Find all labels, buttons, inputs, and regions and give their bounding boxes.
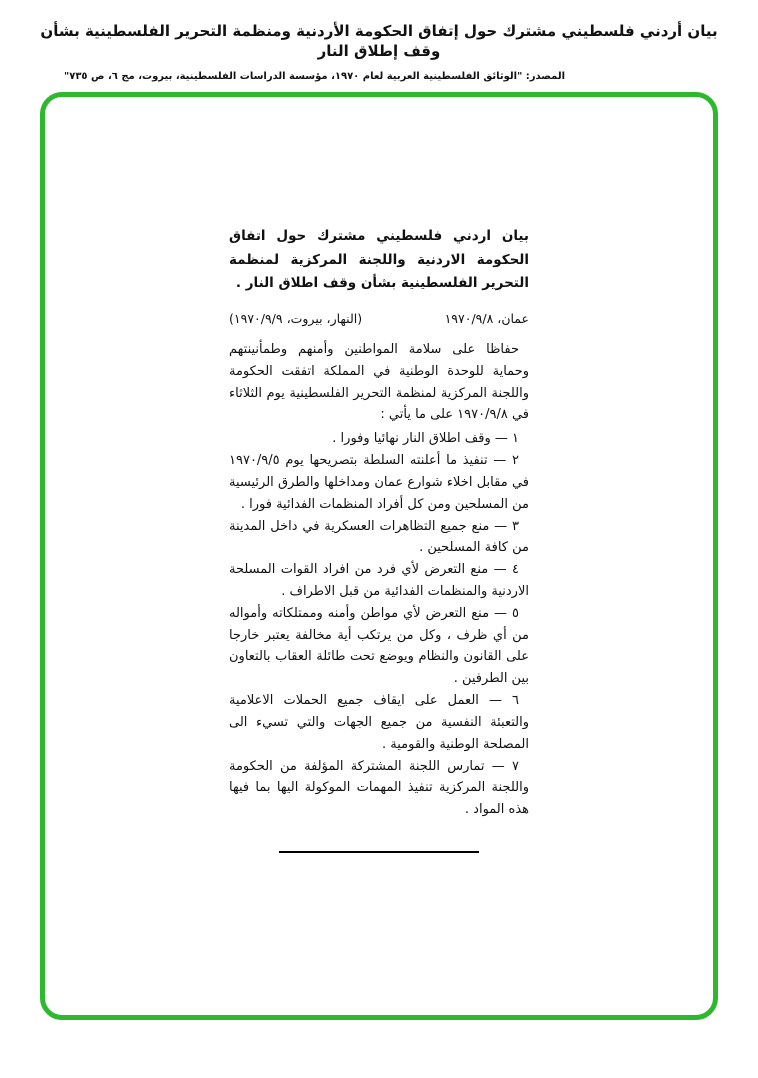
clause-4: ٤ — منع التعرض لأي فرد من افراد القوات المسلحة الاردنية والمنظمات الفدائية من قبل الاطراف . (229, 562, 529, 599)
end-divider (279, 851, 479, 853)
document-frame (40, 92, 718, 1020)
clause-1: ١ — وقف اطلاق النار نهائيا وفورا . (332, 431, 519, 447)
dateline (229, 308, 529, 329)
document-title: بيان اردني فلسطيني مشترك حول اتفاق الحكومة الاردنية واللجنة المركزية لمنظمة التحرير الفلسطينية بشأن وقف اطلاق النار . (229, 228, 529, 292)
clause-6: ٦ — العمل على ايقاف جميع الحملات الاعلامية والتعبئة النفسية من جميع الجهات والتي تسيء الى المصلحة الوطنية والقومية . (229, 693, 529, 752)
source-citation: المصدر: "الوثائق الفلسطينية العربية لعام ١٩٧٠، مؤسسة الدراسات الفلسطينية، بيروت، مج ٦، ص ٧٣٥" (64, 71, 566, 82)
clause-3: ٣ — منع جميع التظاهرات العسكرية في داخل المدينة من كافة المسلحين . (229, 518, 529, 556)
dateline-newspaper: (النهار، بيروت، ١٩٧٠/٩/٩) (229, 310, 363, 326)
scanned-document (229, 225, 529, 853)
clause-5: ٥ — منع التعرض لأي مواطن وأمنه وممتلكاته وأمواله من أي ظرف ، وكل من يرتكب أية مخالفة يعتبر خارجا على القانون والنظام ويوضع تحت طائلة العقاب بالتعاون بين الطرفين . (229, 605, 529, 687)
dateline-place-date: عمان، ١٩٧٠/٩/٨ (444, 310, 529, 326)
intro-paragraph: حفاظا على سلامة المواطنين وأمنهم وطمأنينتهم وحماية للوحدة الوطنية في المملكة اتفقت الحكومة واللجنة المركزية لمنظمة التحرير الفلسطينية يوم الثلاثاء في ١٩٧٠/٩/٨ على ما يأتي : (229, 341, 529, 423)
clause-7: ٧ — تمارس اللجنة المشتركة المؤلفة من الحكومة واللجنة المركزية تنفيذ المهمات الموكولة اليها بما فيها هذه المواد . (229, 758, 529, 818)
page-title: بيان أردني فلسطيني مشترك حول إتفاق الحكومة الأردنية ومنظمة التحرير الفلسطينية بشأن وقف إطلاق النار (40, 22, 718, 60)
clause-2: ٢ — تنفيذ ما أعلنته السلطة بتصريحها يوم ١٩٧٠/٩/٥ في مقابل اخلاء شوارع عمان ومداخلها والطرق الرئيسية من المسلحين ومن كل أفراد المنظمات الفدائية فورا . (229, 453, 529, 512)
page-header (0, 0, 758, 83)
